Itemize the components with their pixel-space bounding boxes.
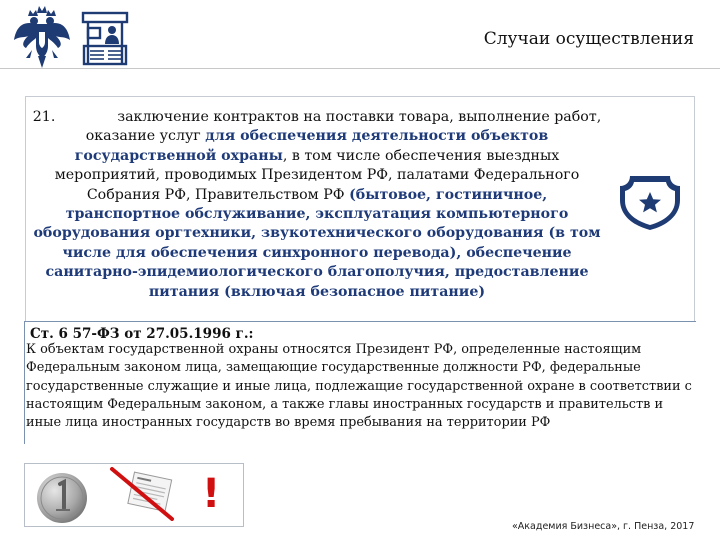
- exclamation-icon: !: [202, 471, 221, 517]
- market-stall-icon: [80, 10, 130, 68]
- footer-credit: «Академия Бизнеса», г. Пенза, 2017: [512, 521, 695, 532]
- police-badge-icon: [618, 172, 682, 232]
- text-part: заключение контрактов на поставки товара, выполнение работ, оказание услуг: [85, 109, 602, 145]
- state-emblem-icon: [12, 6, 72, 70]
- citation-heading: Ст. 6 57-ФЗ от 27.05.1996 г.:: [30, 326, 254, 342]
- item-number: 21.: [32, 109, 56, 125]
- crossed-document-icon: [106, 465, 178, 521]
- text-part-highlight: (бытовое, гостиничное, транспортное обслуживание, эксплуатация компьютерного оборудования оргтехники, звукотехнического оборудования (в том числе для обеспечения синхронного перевода), обеспечение санитарно-эпидемиологического благополучия, предоставление питания (включая безопасное питание): [33, 186, 601, 300]
- case-description: [32, 108, 602, 302]
- text-part: , в том числе обеспечения выездных мероприятий, проводимых Президентом РФ, палатами Федерального Собрания РФ, Правительством РФ: [54, 147, 580, 203]
- ruble-coin-icon: [36, 472, 88, 524]
- header-divider: [0, 68, 720, 69]
- citation-text: К объектам государственной охраны относятся Президент РФ, определенные настоящим Федеральным законом лица, замещающие государственные должности РФ, федеральные государственные служащие и иные лица, подлежащие государственной охране в соответствии с настоящим Федеральным законом, а также главы иностранных государств и правительств и иные лица иностранных государств во время пребывания на территории РФ: [26, 342, 692, 431]
- text-part-highlight: для обеспечения деятельности объектов государственной охраны: [74, 128, 549, 164]
- page-title: Случаи осуществления: [483, 29, 694, 49]
